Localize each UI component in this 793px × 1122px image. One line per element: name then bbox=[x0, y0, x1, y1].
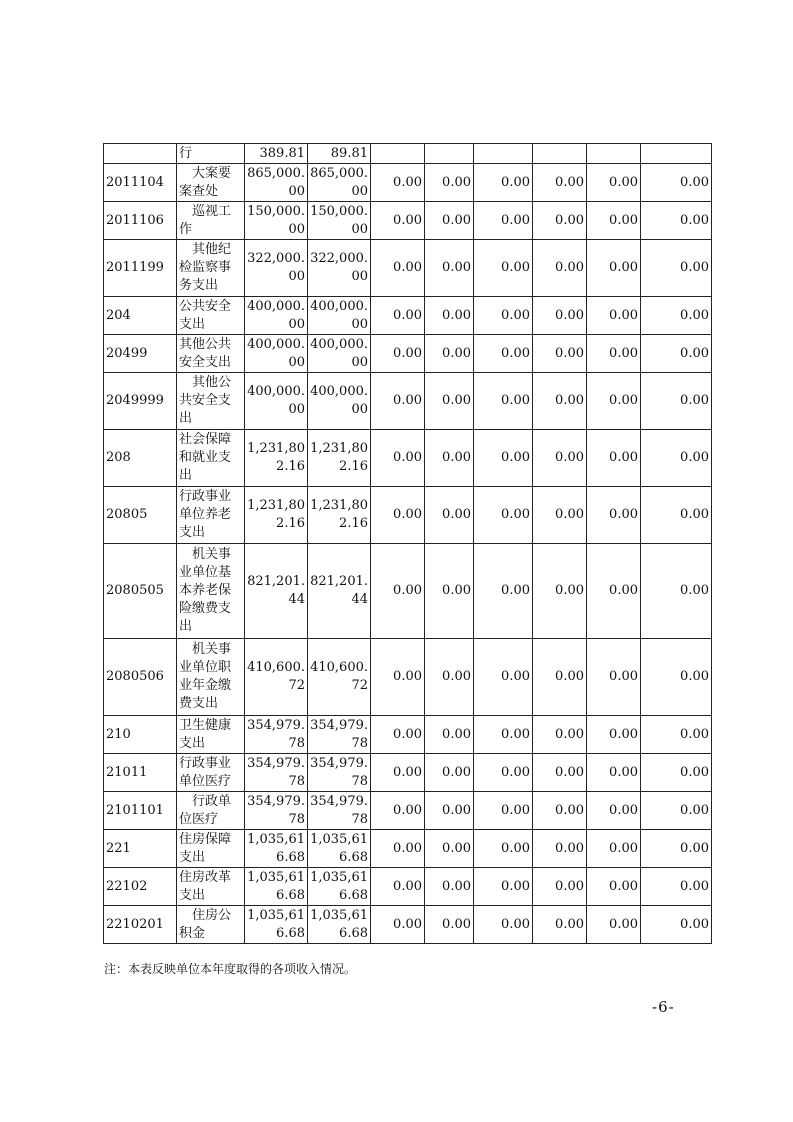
table-row bbox=[104, 373, 712, 430]
other-income-cell: 0.00 bbox=[533, 906, 587, 944]
other-income-cell: 0.00 bbox=[425, 240, 474, 297]
other-income-cell: 0.00 bbox=[371, 868, 425, 906]
other-income-cell: 0.00 bbox=[641, 868, 712, 906]
subject-code-cell: 21011 bbox=[104, 754, 177, 792]
table-row bbox=[104, 335, 712, 373]
other-income-cell: 0.00 bbox=[425, 792, 474, 830]
fiscal-amount-cell: 354,979.78 bbox=[308, 792, 371, 830]
other-income-cell: 0.00 bbox=[641, 754, 712, 792]
other-income-cell: 0.00 bbox=[587, 487, 641, 544]
other-income-cell: 0.00 bbox=[474, 906, 533, 944]
total-amount-cell: 1,035,616.68 bbox=[245, 868, 308, 906]
subject-code-cell: 204 bbox=[104, 297, 177, 335]
other-income-cell: 0.00 bbox=[533, 716, 587, 754]
other-income-cell: 0.00 bbox=[425, 639, 474, 716]
subject-name-cell: 巡视工作 bbox=[177, 202, 245, 240]
other-income-cell: 0.00 bbox=[371, 639, 425, 716]
other-income-cell: 0.00 bbox=[371, 792, 425, 830]
other-income-cell: 0.00 bbox=[641, 430, 712, 487]
other-income-cell: 0.00 bbox=[371, 164, 425, 202]
other-income-cell bbox=[474, 144, 533, 164]
other-income-cell: 0.00 bbox=[641, 639, 712, 716]
other-income-cell: 0.00 bbox=[641, 335, 712, 373]
subject-code-cell: 221 bbox=[104, 830, 177, 868]
table-row bbox=[104, 297, 712, 335]
subject-code-cell: 2011199 bbox=[104, 240, 177, 297]
subject-name-cell: 其他纪检监察事务支出 bbox=[177, 240, 245, 297]
table-row bbox=[104, 240, 712, 297]
table-row bbox=[104, 906, 712, 944]
total-amount-cell: 1,231,802.16 bbox=[245, 487, 308, 544]
other-income-cell: 0.00 bbox=[371, 240, 425, 297]
subject-name-cell: 机关事业单位职业年金缴费支出 bbox=[177, 639, 245, 716]
subject-code-cell: 2210201 bbox=[104, 906, 177, 944]
total-amount-cell: 865,000.00 bbox=[245, 164, 308, 202]
other-income-cell: 0.00 bbox=[371, 335, 425, 373]
table-row bbox=[104, 868, 712, 906]
subject-code-cell: 2080505 bbox=[104, 544, 177, 639]
other-income-cell: 0.00 bbox=[474, 639, 533, 716]
other-income-cell: 0.00 bbox=[587, 297, 641, 335]
other-income-cell: 0.00 bbox=[425, 754, 474, 792]
fiscal-amount-cell: 1,035,616.68 bbox=[308, 830, 371, 868]
other-income-cell: 0.00 bbox=[425, 335, 474, 373]
other-income-cell: 0.00 bbox=[587, 639, 641, 716]
other-income-cell: 0.00 bbox=[533, 297, 587, 335]
subject-code-cell: 2101101 bbox=[104, 792, 177, 830]
other-income-cell: 0.00 bbox=[641, 716, 712, 754]
fiscal-amount-cell: 1,035,616.68 bbox=[308, 906, 371, 944]
other-income-cell: 0.00 bbox=[474, 754, 533, 792]
other-income-cell: 0.00 bbox=[533, 335, 587, 373]
other-income-cell: 0.00 bbox=[371, 906, 425, 944]
fiscal-amount-cell: 322,000.00 bbox=[308, 240, 371, 297]
other-income-cell: 0.00 bbox=[425, 906, 474, 944]
subject-name-cell: 机关事业单位基本养老保险缴费支出 bbox=[177, 544, 245, 639]
other-income-cell: 0.00 bbox=[474, 297, 533, 335]
fiscal-amount-cell: 410,600.72 bbox=[308, 639, 371, 716]
subject-name-cell: 住房公积金 bbox=[177, 906, 245, 944]
other-income-cell: 0.00 bbox=[587, 868, 641, 906]
other-income-cell: 0.00 bbox=[533, 487, 587, 544]
other-income-cell bbox=[371, 144, 425, 164]
other-income-cell: 0.00 bbox=[371, 202, 425, 240]
other-income-cell: 0.00 bbox=[533, 164, 587, 202]
other-income-cell: 0.00 bbox=[371, 544, 425, 639]
other-income-cell: 0.00 bbox=[474, 544, 533, 639]
other-income-cell: 0.00 bbox=[371, 716, 425, 754]
other-income-cell: 0.00 bbox=[474, 373, 533, 430]
other-income-cell: 0.00 bbox=[533, 373, 587, 430]
other-income-cell: 0.00 bbox=[641, 240, 712, 297]
table-row bbox=[104, 754, 712, 792]
other-income-cell: 0.00 bbox=[641, 906, 712, 944]
subject-code-cell: 2011104 bbox=[104, 164, 177, 202]
other-income-cell: 0.00 bbox=[587, 544, 641, 639]
total-amount-cell: 400,000.00 bbox=[245, 297, 308, 335]
other-income-cell: 0.00 bbox=[425, 487, 474, 544]
other-income-cell: 0.00 bbox=[587, 830, 641, 868]
other-income-cell: 0.00 bbox=[425, 164, 474, 202]
other-income-cell: 0.00 bbox=[371, 373, 425, 430]
table-row bbox=[104, 830, 712, 868]
other-income-cell: 0.00 bbox=[371, 754, 425, 792]
other-income-cell: 0.00 bbox=[587, 906, 641, 944]
other-income-cell: 0.00 bbox=[425, 297, 474, 335]
other-income-cell: 0.00 bbox=[474, 487, 533, 544]
subject-code-cell: 20805 bbox=[104, 487, 177, 544]
other-income-cell: 0.00 bbox=[425, 544, 474, 639]
subject-name-cell: 社会保障和就业支出 bbox=[177, 430, 245, 487]
fiscal-amount-cell: 865,000.00 bbox=[308, 164, 371, 202]
subject-code-cell: 22102 bbox=[104, 868, 177, 906]
table-note: 注：本表反映单位本年度取得的各项收入情况。 bbox=[104, 962, 357, 976]
other-income-cell: 0.00 bbox=[425, 868, 474, 906]
subject-name-cell: 其他公共安全支出 bbox=[177, 335, 245, 373]
subject-code-cell: 208 bbox=[104, 430, 177, 487]
other-income-cell: 0.00 bbox=[587, 430, 641, 487]
other-income-cell: 0.00 bbox=[533, 792, 587, 830]
table-row bbox=[104, 639, 712, 716]
other-income-cell: 0.00 bbox=[533, 240, 587, 297]
other-income-cell: 0.00 bbox=[641, 487, 712, 544]
other-income-cell: 0.00 bbox=[474, 868, 533, 906]
table-row bbox=[104, 202, 712, 240]
other-income-cell: 0.00 bbox=[587, 792, 641, 830]
subject-code-cell: 20499 bbox=[104, 335, 177, 373]
other-income-cell: 0.00 bbox=[587, 164, 641, 202]
other-income-cell: 0.00 bbox=[641, 297, 712, 335]
table-body bbox=[104, 144, 712, 944]
table-row bbox=[104, 144, 712, 164]
fiscal-amount-cell: 1,231,802.16 bbox=[308, 487, 371, 544]
total-amount-cell: 354,979.78 bbox=[245, 792, 308, 830]
subject-name-cell: 行政单位医疗 bbox=[177, 792, 245, 830]
other-income-cell: 0.00 bbox=[371, 487, 425, 544]
subject-name-cell: 住房改革支出 bbox=[177, 868, 245, 906]
subject-code-cell: 210 bbox=[104, 716, 177, 754]
fiscal-amount-cell: 1,035,616.68 bbox=[308, 868, 371, 906]
total-amount-cell: 354,979.78 bbox=[245, 754, 308, 792]
subject-name-cell: 卫生健康支出 bbox=[177, 716, 245, 754]
other-income-cell: 0.00 bbox=[533, 639, 587, 716]
fiscal-amount-cell: 354,979.78 bbox=[308, 716, 371, 754]
subject-code-cell: 2080506 bbox=[104, 639, 177, 716]
subject-name-cell: 行 bbox=[177, 144, 245, 164]
fiscal-amount-cell: 89.81 bbox=[308, 144, 371, 164]
fiscal-amount-cell: 150,000.00 bbox=[308, 202, 371, 240]
total-amount-cell: 1,035,616.68 bbox=[245, 906, 308, 944]
other-income-cell: 0.00 bbox=[425, 830, 474, 868]
table-row bbox=[104, 430, 712, 487]
total-amount-cell: 1,035,616.68 bbox=[245, 830, 308, 868]
total-amount-cell: 389.81 bbox=[245, 144, 308, 164]
other-income-cell: 0.00 bbox=[533, 430, 587, 487]
other-income-cell: 0.00 bbox=[587, 373, 641, 430]
income-table bbox=[103, 143, 712, 944]
other-income-cell: 0.00 bbox=[371, 430, 425, 487]
subject-name-cell: 大案要案查处 bbox=[177, 164, 245, 202]
total-amount-cell: 354,979.78 bbox=[245, 716, 308, 754]
other-income-cell: 0.00 bbox=[425, 373, 474, 430]
other-income-cell bbox=[587, 144, 641, 164]
other-income-cell: 0.00 bbox=[587, 202, 641, 240]
table-row bbox=[104, 544, 712, 639]
subject-name-cell: 其他公共安全支出 bbox=[177, 373, 245, 430]
other-income-cell: 0.00 bbox=[371, 830, 425, 868]
other-income-cell: 0.00 bbox=[587, 716, 641, 754]
other-income-cell: 0.00 bbox=[641, 544, 712, 639]
other-income-cell: 0.00 bbox=[587, 754, 641, 792]
fiscal-amount-cell: 354,979.78 bbox=[308, 754, 371, 792]
page-number: -6- bbox=[652, 998, 675, 1016]
other-income-cell: 0.00 bbox=[533, 754, 587, 792]
other-income-cell bbox=[641, 144, 712, 164]
other-income-cell: 0.00 bbox=[474, 240, 533, 297]
other-income-cell: 0.00 bbox=[474, 430, 533, 487]
other-income-cell: 0.00 bbox=[474, 164, 533, 202]
other-income-cell bbox=[425, 144, 474, 164]
other-income-cell: 0.00 bbox=[425, 716, 474, 754]
total-amount-cell: 400,000.00 bbox=[245, 335, 308, 373]
other-income-cell: 0.00 bbox=[474, 716, 533, 754]
total-amount-cell: 400,000.00 bbox=[245, 373, 308, 430]
other-income-cell: 0.00 bbox=[641, 373, 712, 430]
total-amount-cell: 322,000.00 bbox=[245, 240, 308, 297]
total-amount-cell: 410,600.72 bbox=[245, 639, 308, 716]
other-income-cell: 0.00 bbox=[587, 335, 641, 373]
subject-name-cell: 行政事业单位医疗 bbox=[177, 754, 245, 792]
other-income-cell: 0.00 bbox=[474, 792, 533, 830]
subject-code-cell bbox=[104, 144, 177, 164]
table-row bbox=[104, 164, 712, 202]
other-income-cell: 0.00 bbox=[474, 202, 533, 240]
fiscal-amount-cell: 1,231,802.16 bbox=[308, 430, 371, 487]
other-income-cell: 0.00 bbox=[587, 240, 641, 297]
other-income-cell: 0.00 bbox=[425, 430, 474, 487]
subject-name-cell: 公共安全支出 bbox=[177, 297, 245, 335]
fiscal-amount-cell: 400,000.00 bbox=[308, 297, 371, 335]
fiscal-amount-cell: 400,000.00 bbox=[308, 335, 371, 373]
subject-code-cell: 2011106 bbox=[104, 202, 177, 240]
table-row bbox=[104, 792, 712, 830]
other-income-cell: 0.00 bbox=[371, 297, 425, 335]
other-income-cell: 0.00 bbox=[641, 164, 712, 202]
table-row bbox=[104, 487, 712, 544]
fiscal-amount-cell: 400,000.00 bbox=[308, 373, 371, 430]
other-income-cell: 0.00 bbox=[474, 830, 533, 868]
other-income-cell: 0.00 bbox=[641, 792, 712, 830]
other-income-cell bbox=[533, 144, 587, 164]
other-income-cell: 0.00 bbox=[641, 830, 712, 868]
total-amount-cell: 821,201.44 bbox=[245, 544, 308, 639]
subject-name-cell: 住房保障支出 bbox=[177, 830, 245, 868]
other-income-cell: 0.00 bbox=[474, 335, 533, 373]
total-amount-cell: 1,231,802.16 bbox=[245, 430, 308, 487]
other-income-cell: 0.00 bbox=[641, 202, 712, 240]
total-amount-cell: 150,000.00 bbox=[245, 202, 308, 240]
fiscal-amount-cell: 821,201.44 bbox=[308, 544, 371, 639]
other-income-cell: 0.00 bbox=[533, 544, 587, 639]
subject-name-cell: 行政事业单位养老支出 bbox=[177, 487, 245, 544]
other-income-cell: 0.00 bbox=[533, 868, 587, 906]
table-row bbox=[104, 716, 712, 754]
other-income-cell: 0.00 bbox=[533, 202, 587, 240]
subject-code-cell: 2049999 bbox=[104, 373, 177, 430]
other-income-cell: 0.00 bbox=[533, 830, 587, 868]
other-income-cell: 0.00 bbox=[425, 202, 474, 240]
